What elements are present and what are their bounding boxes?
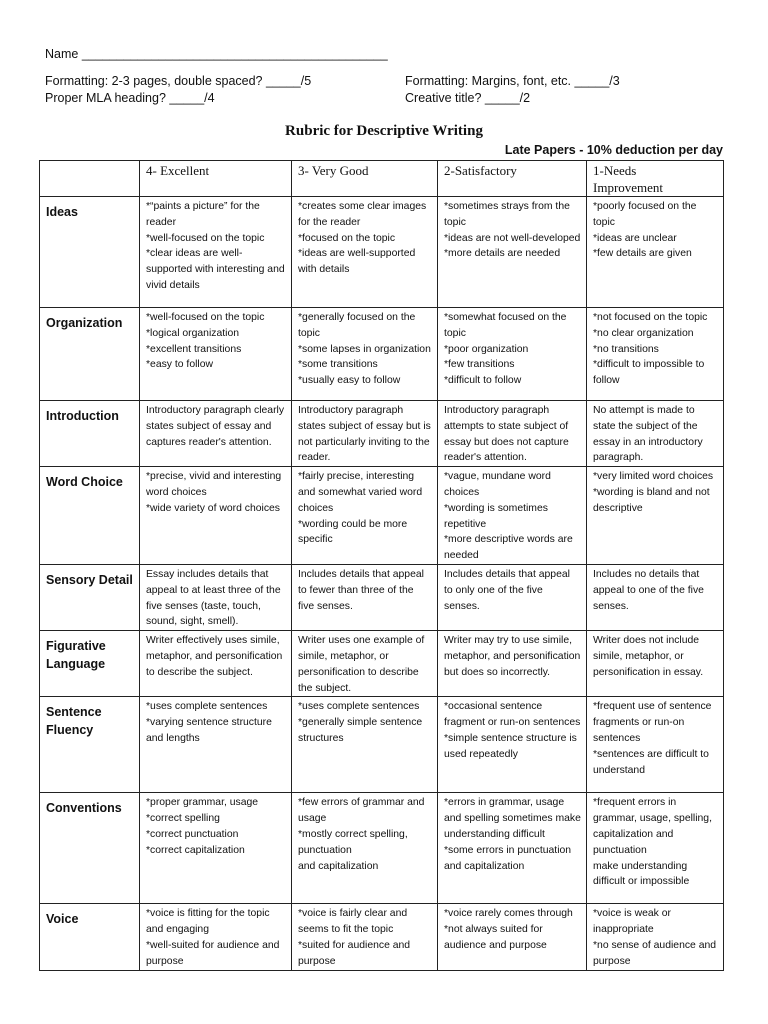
header-row	[40, 161, 724, 197]
row-label-sensory-detail: Sensory Detail	[40, 564, 140, 630]
table-row	[40, 904, 724, 970]
column-header-very-good: 3- Very Good	[292, 161, 438, 197]
table-row	[40, 564, 724, 630]
formatting-margins-line: Formatting: Margins, font, etc. _____/3	[405, 74, 620, 88]
table-cell: *not focused on the topic *no clear organization *no transitions *difficult to impossible to follow	[587, 308, 724, 401]
column-header-needs-improvement: 1-Needs Improvement	[587, 161, 724, 197]
table-cell: Introductory paragraph states subject of essay but is not particularly inviting to the reader.	[292, 401, 438, 467]
table-cell: *very limited word choices *wording is bland and not descriptive	[587, 467, 724, 565]
table-row	[40, 631, 724, 697]
page-title: Rubric for Descriptive Writing	[285, 123, 483, 139]
table-cell: *well-focused on the topic *logical organization *excellent transitions *easy to follow	[140, 308, 292, 401]
creative-title-line: Creative title? _____/2	[405, 91, 531, 105]
table-cell: *few errors of grammar and usage *mostly correct spelling, punctuation and capitalization	[292, 793, 438, 904]
rubric-table	[39, 160, 724, 971]
table-cell: *voice is weak or inappropriate *no sense of audience and purpose	[587, 904, 724, 970]
row-label-figurative-language: Figurative Language	[40, 631, 140, 697]
table-cell: Writer uses one example of simile, metaphor, or personification to describe the subject.	[292, 631, 438, 697]
formatting-pages-line: Formatting: 2-3 pages, double spaced? _____/5	[45, 74, 312, 88]
table-cell: *vague, mundane word choices *wording is sometimes repetitive *more descriptive words are needed	[438, 467, 587, 565]
table-cell: Writer does not include simile, metaphor, or personification in essay.	[587, 631, 724, 697]
row-label-organization: Organization	[40, 308, 140, 401]
table-cell: *precise, vivid and interesting word choices *wide variety of word choices	[140, 467, 292, 565]
name-line[interactable]: Name ____________________________________________	[45, 47, 388, 61]
table-cell: Introductory paragraph clearly states subject of essay and captures reader's attention.	[140, 401, 292, 467]
row-label-introduction: Introduction	[40, 401, 140, 467]
table-cell: Includes details that appeal to only one of the five senses.	[438, 564, 587, 630]
late-papers-note: Late Papers - 10% deduction per day	[504, 143, 723, 157]
corner-cell	[40, 161, 140, 197]
table-cell: *somewhat focused on the topic *poor organization *few transitions *difficult to follow	[438, 308, 587, 401]
row-label-ideas: Ideas	[40, 197, 140, 308]
table-cell: *uses complete sentences *generally simple sentence structures	[292, 697, 438, 793]
table-row	[40, 401, 724, 467]
table-cell: *“paints a picture” for the reader *well-focused on the topic *clear ideas are well-supported with interesting and vivid details	[140, 197, 292, 308]
table-cell: *uses complete sentences *varying sentence structure and lengths	[140, 697, 292, 793]
table-cell: Writer effectively uses simile, metaphor, and personification to describe the subject.	[140, 631, 292, 697]
table-row	[40, 793, 724, 904]
column-header-satisfactory: 2-Satisfactory	[438, 161, 587, 197]
row-label-voice: Voice	[40, 904, 140, 970]
mla-heading-line: Proper MLA heading? _____/4	[45, 91, 215, 105]
table-cell: Includes no details that appeal to one of the five senses.	[587, 564, 724, 630]
table-cell: Essay includes details that appeal to at least three of the five senses (taste, touch, sound, sight, smell).	[140, 564, 292, 630]
table-cell: Introductory paragraph attempts to state subject of essay but does not capture reader's attention.	[438, 401, 587, 467]
table-cell: *poorly focused on the topic *ideas are unclear *few details are given	[587, 197, 724, 308]
table-cell: No attempt is made to state the subject of the essay in an introductory paragraph.	[587, 401, 724, 467]
table-cell: *proper grammar, usage *correct spelling *correct punctuation *correct capitalization	[140, 793, 292, 904]
table-cell: *sometimes strays from the topic *ideas are not well-developed *more details are needed	[438, 197, 587, 308]
table-row	[40, 467, 724, 565]
table-cell: *fairly precise, interesting and somewhat varied word choices *wording could be more specific	[292, 467, 438, 565]
table-cell: Includes details that appeal to fewer than three of the five senses.	[292, 564, 438, 630]
table-row	[40, 697, 724, 793]
table-cell: *occasional sentence fragment or run-on sentences *simple sentence structure is used repeatedly	[438, 697, 587, 793]
table-cell: *errors in grammar, usage and spelling sometimes make understanding difficult *some errors in punctuation and capitalization	[438, 793, 587, 904]
table-cell: Writer may try to use simile, metaphor, and personification but does so incorrectly.	[438, 631, 587, 697]
row-label-conventions: Conventions	[40, 793, 140, 904]
table-row	[40, 197, 724, 308]
table-cell: *voice rarely comes through *not always suited for audience and purpose	[438, 904, 587, 970]
table-cell: *frequent use of sentence fragments or run-on sentences *sentences are difficult to understand	[587, 697, 724, 793]
row-label-sentence-fluency: Sentence Fluency	[40, 697, 140, 793]
table-cell: *voice is fairly clear and seems to fit the topic *suited for audience and purpose	[292, 904, 438, 970]
column-header-excellent: 4- Excellent	[140, 161, 292, 197]
row-label-word-choice: Word Choice	[40, 467, 140, 565]
table-cell: *frequent errors in grammar, usage, spelling, capitalization and punctuation make understanding difficult or impossible	[587, 793, 724, 904]
table-cell: *creates some clear images for the reader *focused on the topic *ideas are well-supported with details	[292, 197, 438, 308]
table-cell: *generally focused on the topic *some lapses in organization *some transitions *usually easy to follow	[292, 308, 438, 401]
table-cell: *voice is fitting for the topic and engaging *well-suited for audience and purpose	[140, 904, 292, 970]
table-row	[40, 308, 724, 401]
